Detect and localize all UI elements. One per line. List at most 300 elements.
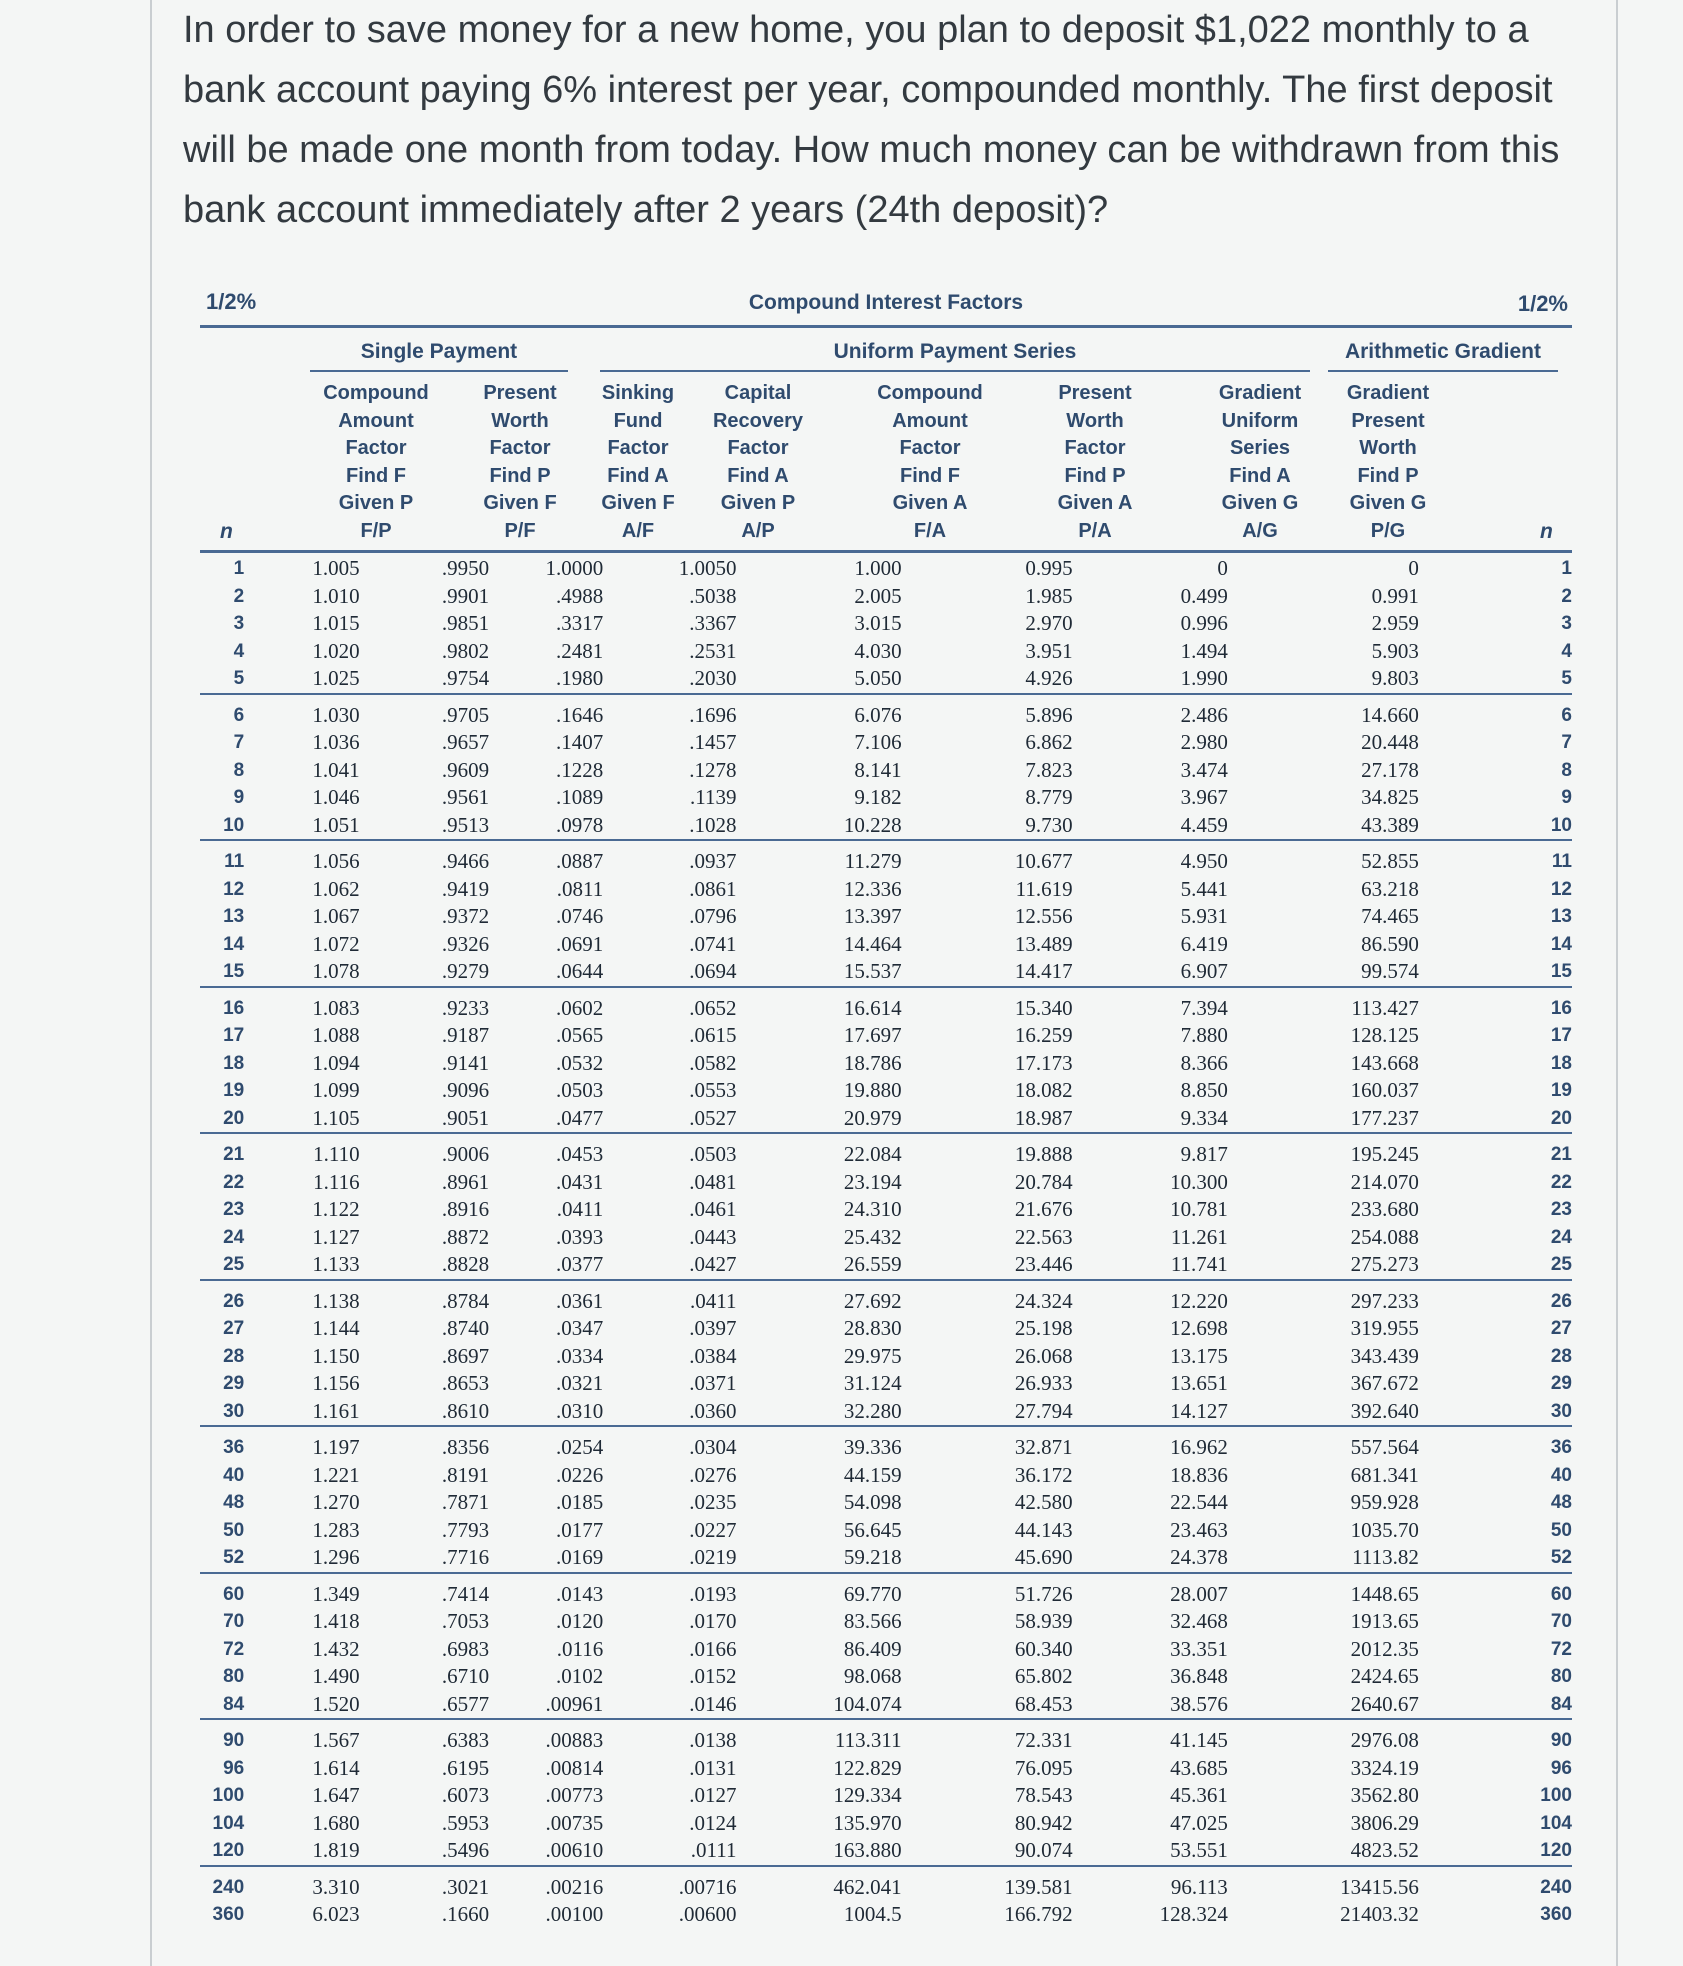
factor-value: 1.614 bbox=[312, 1755, 360, 1780]
factor-value: .9141 bbox=[441, 1050, 490, 1075]
factor-value: .0304 bbox=[689, 1435, 737, 1459]
factor-value: 15.537 bbox=[758, 958, 937, 987]
factor-value: .0120 bbox=[556, 1609, 604, 1633]
factor-value: .7414 bbox=[441, 1581, 490, 1606]
period-n-right: 90 bbox=[1550, 1730, 1572, 1751]
group-single-payment: Single Payment bbox=[310, 340, 568, 364]
table-row bbox=[200, 583, 1572, 611]
period-n-right: 40 bbox=[1550, 1464, 1572, 1486]
period-n: 240 bbox=[212, 1876, 245, 1898]
factor-value: .9326 bbox=[441, 931, 490, 956]
table-row bbox=[200, 840, 1572, 876]
period-n: 18 bbox=[223, 1052, 245, 1074]
table-row bbox=[200, 757, 1572, 785]
factor-value: 41.145 bbox=[1170, 1728, 1228, 1752]
factor-value: 14.417 bbox=[938, 958, 1115, 987]
factor-value: 19.880 bbox=[843, 1078, 902, 1102]
factor-value: 72.331 bbox=[1014, 1728, 1073, 1752]
factor-value: 11.619 bbox=[1015, 876, 1073, 901]
factor-value: 44.143 bbox=[1014, 1517, 1073, 1542]
factor-value: 4.950 bbox=[1180, 849, 1228, 873]
period-n: 17 bbox=[223, 1025, 245, 1046]
factor-value: 26.559 bbox=[758, 1251, 937, 1280]
factor-value: .8872 bbox=[441, 1224, 490, 1249]
factor-value: 3324.19 bbox=[1350, 1755, 1419, 1780]
factor-value: 12.336 bbox=[843, 876, 902, 901]
factor-table bbox=[200, 555, 1572, 1929]
factor-value: 1913.65 bbox=[1350, 1609, 1419, 1633]
factor-value: .1278 bbox=[689, 757, 737, 782]
period-n: 9 bbox=[233, 787, 245, 808]
factor-value: 38.576 bbox=[1115, 1691, 1256, 1720]
factor-value: .0481 bbox=[689, 1169, 737, 1194]
factor-value: .1028 bbox=[617, 812, 758, 841]
factor-value: 18.836 bbox=[1170, 1462, 1228, 1487]
factor-value: .1457 bbox=[689, 730, 737, 754]
period-n-right: 25 bbox=[1473, 1251, 1572, 1280]
factor-value: 12.220 bbox=[1170, 1288, 1228, 1313]
table-row bbox=[200, 729, 1572, 757]
factor-value: .0565 bbox=[556, 1023, 604, 1047]
factor-value: .0143 bbox=[556, 1581, 604, 1606]
table-row bbox=[200, 812, 1572, 841]
period-n-right: 2 bbox=[1561, 585, 1572, 607]
factor-value: 6.076 bbox=[854, 702, 902, 727]
table-row bbox=[200, 1077, 1572, 1105]
factor-value: .6577 bbox=[390, 1691, 497, 1720]
table-row bbox=[200, 1022, 1572, 1050]
period-n: 72 bbox=[223, 1638, 245, 1660]
factor-value: 1.133 bbox=[244, 1251, 389, 1280]
factor-value: .1980 bbox=[497, 665, 617, 694]
factor-value: 6.023 bbox=[312, 1902, 360, 1926]
table-row bbox=[200, 1343, 1572, 1371]
factor-value: .6383 bbox=[441, 1728, 490, 1752]
factor-value: 2.970 bbox=[1025, 611, 1073, 635]
factor-value: 681.341 bbox=[1350, 1462, 1419, 1487]
factor-value: 7.880 bbox=[1180, 1023, 1228, 1047]
factor-value: 65.802 bbox=[1014, 1664, 1073, 1688]
period-n: 100 bbox=[212, 1785, 245, 1806]
factor-value: 1.078 bbox=[244, 958, 389, 987]
factor-value: 21.676 bbox=[1014, 1197, 1073, 1221]
table-row bbox=[200, 1663, 1572, 1691]
period-n-right: 22 bbox=[1550, 1171, 1572, 1193]
factor-value: 462.041 bbox=[833, 1874, 902, 1899]
column-header-1: Compound Amount Factor Find F Given P F/P bbox=[323, 382, 429, 542]
period-n-right: 36 bbox=[1550, 1437, 1572, 1458]
factor-value: 1.051 bbox=[244, 812, 389, 841]
period-n-right: 72 bbox=[1550, 1638, 1572, 1660]
factor-value: .0152 bbox=[689, 1664, 737, 1688]
period-n-right: 23 bbox=[1550, 1199, 1572, 1220]
factor-value: 1.046 bbox=[312, 785, 360, 809]
period-n-right: 19 bbox=[1550, 1080, 1572, 1101]
factor-value: 47.025 bbox=[1170, 1810, 1228, 1835]
table-row bbox=[200, 1315, 1572, 1343]
factor-value: 3562.80 bbox=[1350, 1783, 1419, 1807]
factor-value: 1.221 bbox=[312, 1462, 360, 1487]
table-row bbox=[200, 1133, 1572, 1169]
factor-value: .8740 bbox=[441, 1316, 490, 1340]
period-n-right: 29 bbox=[1550, 1373, 1572, 1394]
factor-value: .9096 bbox=[441, 1078, 490, 1102]
factor-value: 23.446 bbox=[938, 1251, 1115, 1280]
factor-value: 3.015 bbox=[854, 611, 902, 635]
factor-value: 0.991 bbox=[1371, 583, 1419, 608]
factor-value: 26.068 bbox=[1014, 1343, 1073, 1368]
factor-value: 23.194 bbox=[843, 1169, 902, 1194]
factor-value: .0169 bbox=[497, 1544, 617, 1573]
factor-value: .9006 bbox=[441, 1142, 490, 1166]
factor-value: 4823.52 bbox=[1256, 1837, 1473, 1866]
period-n: 120 bbox=[200, 1837, 244, 1866]
table-row bbox=[200, 1398, 1572, 1427]
factor-value: .8916 bbox=[441, 1197, 490, 1221]
period-n-right: 104 bbox=[1540, 1812, 1572, 1834]
factor-value: 14.660 bbox=[1361, 702, 1419, 727]
factor-value: 24.324 bbox=[1014, 1288, 1073, 1313]
factor-value: 96.113 bbox=[1170, 1874, 1228, 1899]
period-n: 4 bbox=[233, 640, 245, 662]
factor-value: 28.830 bbox=[843, 1316, 902, 1340]
factor-value: 1.494 bbox=[1180, 638, 1228, 663]
factor-value: 1.680 bbox=[312, 1810, 360, 1835]
factor-value: 26.933 bbox=[1014, 1371, 1073, 1395]
factor-value: 36.172 bbox=[1014, 1462, 1073, 1487]
factor-value: .0978 bbox=[497, 812, 617, 841]
period-n: 29 bbox=[223, 1373, 245, 1394]
factor-value: 160.037 bbox=[1350, 1078, 1419, 1102]
factor-value: 32.280 bbox=[758, 1398, 937, 1427]
factor-value: 78.543 bbox=[1014, 1783, 1073, 1807]
period-n: 3 bbox=[233, 613, 245, 634]
n-header-right: n bbox=[1540, 520, 1553, 543]
period-n: 36 bbox=[223, 1437, 245, 1458]
factor-value: 1.105 bbox=[244, 1105, 389, 1134]
factor-value: 74.465 bbox=[1361, 904, 1419, 928]
table-row bbox=[200, 638, 1572, 666]
factor-value: .0411 bbox=[556, 1197, 604, 1221]
factor-value: .9419 bbox=[441, 876, 490, 901]
factor-value: 33.351 bbox=[1170, 1636, 1228, 1661]
table-row bbox=[200, 1573, 1572, 1609]
factor-value: 83.566 bbox=[843, 1609, 902, 1633]
period-n-right: 100 bbox=[1540, 1785, 1572, 1806]
table-row bbox=[200, 958, 1572, 987]
factor-value: .9466 bbox=[441, 849, 490, 873]
factor-value: 1.062 bbox=[312, 876, 360, 901]
factor-value: 9.803 bbox=[1256, 665, 1473, 694]
factor-value: 17.697 bbox=[843, 1023, 902, 1047]
period-n: 25 bbox=[200, 1251, 244, 1280]
factor-value: .8191 bbox=[441, 1462, 490, 1487]
factor-value: 128.324 bbox=[1159, 1902, 1228, 1926]
factor-value: .0615 bbox=[689, 1023, 737, 1047]
factor-value: 1.020 bbox=[312, 638, 360, 663]
factor-value: 32.871 bbox=[1014, 1435, 1073, 1459]
factor-value: .0796 bbox=[689, 904, 737, 928]
factor-value: 1.296 bbox=[244, 1544, 389, 1573]
factor-value: 163.880 bbox=[758, 1837, 937, 1866]
factor-value: .4988 bbox=[556, 583, 604, 608]
factor-value: .0131 bbox=[689, 1755, 737, 1780]
table-row bbox=[200, 1719, 1572, 1755]
table-row bbox=[200, 1224, 1572, 1252]
period-n: 23 bbox=[223, 1199, 245, 1220]
factor-value: 1.567 bbox=[312, 1728, 360, 1752]
period-n: 96 bbox=[223, 1757, 245, 1779]
period-n-right: 26 bbox=[1550, 1290, 1572, 1312]
factor-value: 1.197 bbox=[312, 1435, 360, 1459]
factor-value: 34.825 bbox=[1361, 785, 1419, 809]
factor-value: .3021 bbox=[441, 1874, 490, 1899]
factor-value: 22.563 bbox=[1014, 1224, 1073, 1249]
period-n-right: 84 bbox=[1473, 1691, 1572, 1720]
column-header-4: Capital Recovery Factor Find A Given P A/P bbox=[712, 382, 804, 542]
factor-value: 7.823 bbox=[1025, 757, 1073, 782]
factor-value: 177.237 bbox=[1256, 1105, 1473, 1134]
table-row bbox=[200, 1810, 1572, 1838]
factor-value: 367.672 bbox=[1350, 1371, 1419, 1395]
factor-value: .0477 bbox=[497, 1105, 617, 1134]
factor-value: 1.270 bbox=[312, 1490, 360, 1514]
factor-value: 12.698 bbox=[1170, 1316, 1228, 1340]
period-n: 48 bbox=[223, 1492, 245, 1513]
factor-value: 42.580 bbox=[1014, 1490, 1073, 1514]
period-n: 11 bbox=[224, 851, 245, 872]
factor-value: 2.005 bbox=[854, 583, 902, 608]
period-n: 14 bbox=[223, 933, 245, 955]
period-n-right: 7 bbox=[1561, 732, 1572, 753]
period-n-right: 70 bbox=[1550, 1611, 1572, 1632]
factor-value: 22.084 bbox=[843, 1142, 902, 1166]
page-frame-right bbox=[1616, 0, 1618, 1966]
factor-value: 2640.67 bbox=[1256, 1691, 1473, 1720]
factor-value: 1.025 bbox=[244, 665, 389, 694]
factor-value: .7053 bbox=[441, 1609, 490, 1633]
factor-value: 195.245 bbox=[1350, 1142, 1419, 1166]
factor-value: 2.486 bbox=[1180, 702, 1228, 727]
factor-value: 44.159 bbox=[843, 1462, 902, 1487]
factor-value: 3.967 bbox=[1180, 785, 1228, 809]
factor-value: 1.083 bbox=[312, 995, 360, 1020]
group-uniform-payment: Uniform Payment Series bbox=[600, 340, 1310, 364]
factor-value: 25.432 bbox=[843, 1224, 902, 1249]
factor-value: .0694 bbox=[617, 958, 758, 987]
period-n-right: 28 bbox=[1550, 1345, 1572, 1367]
factor-value: .0371 bbox=[689, 1371, 737, 1395]
table-row bbox=[200, 1462, 1572, 1490]
factor-value: .9802 bbox=[441, 638, 490, 663]
factor-value: 1.349 bbox=[312, 1581, 360, 1606]
factor-value: .0146 bbox=[617, 1691, 758, 1720]
factor-value: .00600 bbox=[678, 1902, 737, 1926]
column-header-6: Present Worth Factor Find P Given A P/A bbox=[1057, 382, 1133, 542]
factor-value: 14.127 bbox=[1115, 1398, 1256, 1427]
table-row bbox=[200, 1517, 1572, 1545]
factor-value: 10.677 bbox=[1014, 849, 1073, 873]
factor-value: 166.792 bbox=[1004, 1902, 1073, 1926]
factor-value: .0170 bbox=[689, 1609, 737, 1633]
factor-value: .0276 bbox=[689, 1462, 737, 1487]
factor-value: .9657 bbox=[441, 730, 490, 754]
factor-value: 99.574 bbox=[1256, 958, 1473, 987]
period-n-right: 1 bbox=[1561, 558, 1572, 579]
factor-value: 129.334 bbox=[833, 1783, 902, 1807]
factor-value: 90.074 bbox=[938, 1837, 1115, 1866]
factor-value: .0582 bbox=[689, 1050, 737, 1075]
factor-value: 54.098 bbox=[843, 1490, 902, 1514]
period-n: 104 bbox=[212, 1812, 245, 1834]
factor-value: 27.692 bbox=[843, 1288, 902, 1313]
period-n-right: 16 bbox=[1550, 997, 1572, 1019]
factor-value: 25.198 bbox=[1014, 1316, 1073, 1340]
period-n: 26 bbox=[223, 1290, 245, 1312]
factor-value: 254.088 bbox=[1350, 1224, 1419, 1249]
factor-value: .0397 bbox=[689, 1316, 737, 1340]
factor-value: .7871 bbox=[441, 1490, 490, 1514]
period-n: 2 bbox=[233, 585, 245, 607]
period-n-right: 96 bbox=[1550, 1757, 1572, 1779]
factor-value: .0235 bbox=[689, 1490, 737, 1514]
factor-value: .9051 bbox=[390, 1105, 497, 1134]
factor-value: .8828 bbox=[390, 1251, 497, 1280]
factor-value: 1.990 bbox=[1115, 665, 1256, 694]
factor-value: 2976.08 bbox=[1350, 1728, 1419, 1752]
column-header-7: Gradient Uniform Series Find A Given G A/G bbox=[1218, 382, 1302, 542]
factor-value: .0427 bbox=[617, 1251, 758, 1280]
factor-value: 139.581 bbox=[1004, 1874, 1073, 1899]
factor-value: 1.490 bbox=[312, 1664, 360, 1688]
factor-value: .0527 bbox=[617, 1105, 758, 1134]
factor-value: 2.980 bbox=[1180, 730, 1228, 754]
table-row bbox=[200, 694, 1572, 730]
factor-value: 8.366 bbox=[1180, 1050, 1228, 1075]
factor-value: 1.283 bbox=[312, 1517, 360, 1542]
period-n-right: 52 bbox=[1473, 1544, 1572, 1573]
factor-value: 20.448 bbox=[1361, 730, 1419, 754]
table-row bbox=[200, 1050, 1572, 1078]
factor-value: .9372 bbox=[441, 904, 490, 928]
factor-value: .00610 bbox=[497, 1837, 617, 1866]
table-row bbox=[200, 903, 1572, 931]
factor-value: 9.730 bbox=[938, 812, 1115, 841]
factor-value: 135.970 bbox=[833, 1810, 902, 1835]
factor-value: 1.088 bbox=[312, 1023, 360, 1047]
factor-value: 20.979 bbox=[758, 1105, 937, 1134]
table-row bbox=[200, 1901, 1572, 1929]
factor-value: .9233 bbox=[441, 995, 490, 1020]
factor-value: 45.690 bbox=[938, 1544, 1115, 1573]
factor-value: 13.397 bbox=[843, 904, 902, 928]
factor-value: 0 bbox=[1217, 556, 1228, 580]
factor-value: 18.786 bbox=[843, 1050, 902, 1075]
factor-value: 19.888 bbox=[1014, 1142, 1073, 1166]
factor-value: .0361 bbox=[556, 1288, 604, 1313]
factor-value: 275.273 bbox=[1256, 1251, 1473, 1280]
table-title: Compound Interest Factors bbox=[748, 291, 1024, 314]
factor-value: .0321 bbox=[556, 1371, 604, 1395]
factor-value: .1228 bbox=[556, 757, 604, 782]
period-n-right: 240 bbox=[1540, 1876, 1572, 1898]
table-row bbox=[200, 1280, 1572, 1316]
factor-value: .8961 bbox=[441, 1169, 490, 1194]
period-n-right: 30 bbox=[1473, 1398, 1572, 1427]
factor-value: .9851 bbox=[441, 611, 490, 635]
factor-value: 0.995 bbox=[1025, 556, 1073, 580]
factor-value: 1004.5 bbox=[843, 1902, 902, 1926]
factor-value: 32.468 bbox=[1170, 1609, 1228, 1633]
factor-value: 1.005 bbox=[312, 556, 360, 580]
table-row bbox=[200, 1489, 1572, 1517]
period-n: 20 bbox=[200, 1105, 244, 1134]
factor-value: 16.962 bbox=[1170, 1435, 1228, 1459]
factor-value: .0393 bbox=[556, 1224, 604, 1249]
factor-value: 21403.32 bbox=[1340, 1902, 1419, 1926]
table-row bbox=[200, 665, 1572, 694]
factor-value: 1.161 bbox=[244, 1398, 389, 1427]
factor-value: 51.726 bbox=[1014, 1581, 1073, 1606]
period-n: 6 bbox=[233, 704, 245, 726]
factor-value: .0127 bbox=[689, 1783, 737, 1807]
factor-value: 1.116 bbox=[313, 1169, 360, 1194]
factor-value: 1.0050 bbox=[678, 556, 737, 580]
factor-value: .0226 bbox=[556, 1462, 604, 1487]
factor-value: .00716 bbox=[678, 1874, 737, 1899]
period-n: 7 bbox=[233, 732, 245, 753]
factor-value: 104.074 bbox=[758, 1691, 937, 1720]
factor-value: 20.784 bbox=[1014, 1169, 1073, 1194]
factor-value: 24.378 bbox=[1115, 1544, 1256, 1573]
factor-value: 1.015 bbox=[312, 611, 360, 635]
factor-value: 1.036 bbox=[312, 730, 360, 754]
factor-value: .00773 bbox=[545, 1783, 604, 1807]
factor-value: .2531 bbox=[689, 638, 737, 663]
factor-value: 45.361 bbox=[1170, 1783, 1228, 1807]
table-row bbox=[200, 1196, 1572, 1224]
factor-value: .9187 bbox=[441, 1023, 490, 1047]
factor-value: 122.829 bbox=[833, 1755, 902, 1780]
factor-value: .0453 bbox=[556, 1142, 604, 1166]
factor-value: .0691 bbox=[556, 931, 604, 956]
period-n-right: 17 bbox=[1550, 1025, 1572, 1046]
factor-value: .0360 bbox=[617, 1398, 758, 1427]
factor-value: .0532 bbox=[556, 1050, 604, 1075]
period-n-right: 11 bbox=[1551, 851, 1572, 872]
factor-value: 128.125 bbox=[1350, 1023, 1419, 1047]
factor-value: .1660 bbox=[441, 1902, 490, 1926]
factor-value: 1.138 bbox=[312, 1288, 360, 1313]
factor-value: .0431 bbox=[556, 1169, 604, 1194]
factor-value: 6.907 bbox=[1115, 958, 1256, 987]
factor-value: .0254 bbox=[556, 1435, 604, 1459]
factor-value: .0644 bbox=[497, 958, 617, 987]
page-frame-left bbox=[150, 0, 152, 1966]
factor-value: .0861 bbox=[689, 876, 737, 901]
factor-value: 13.489 bbox=[1014, 931, 1073, 956]
factor-value: 16.614 bbox=[843, 995, 902, 1020]
period-n: 8 bbox=[233, 759, 245, 781]
factor-value: 1448.65 bbox=[1350, 1581, 1419, 1606]
table-row bbox=[200, 1426, 1572, 1462]
factor-value: 2424.65 bbox=[1350, 1664, 1419, 1688]
factor-value: 6.419 bbox=[1180, 931, 1228, 956]
factor-value: .6195 bbox=[441, 1755, 490, 1780]
factor-value: .0553 bbox=[689, 1078, 737, 1102]
factor-value: 214.070 bbox=[1350, 1169, 1419, 1194]
period-n-right: 21 bbox=[1550, 1144, 1572, 1165]
